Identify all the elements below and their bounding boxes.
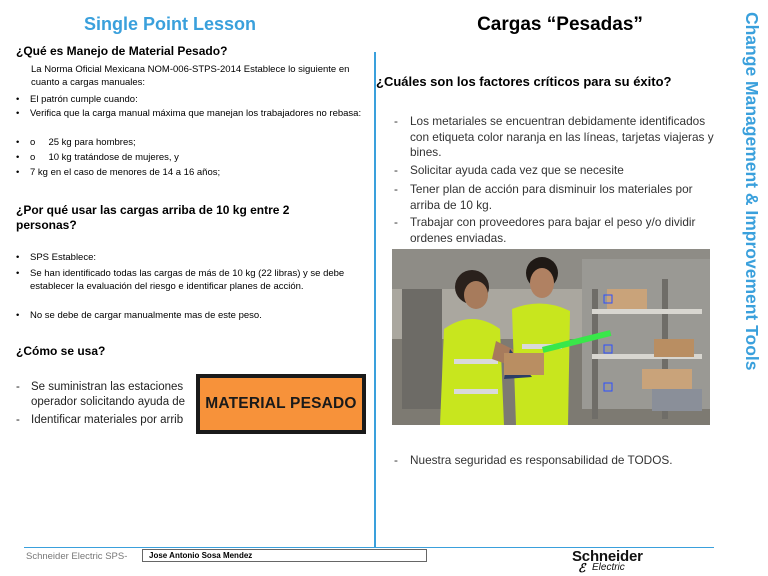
list-item: - Los metariales se encuentran debidamente identificados con etiqueta color naranja en las líneas, tarjetas viajeras y bines. [394, 114, 714, 159]
list-item: • 7 kg en el caso de menores de 14 a 16 años; [16, 167, 221, 178]
dash-icon: - [16, 414, 20, 426]
list-item: - Tener plan de acción para disminuir los materiales por arriba de 10 kg. [394, 182, 693, 212]
column-divider [374, 52, 376, 547]
list-item: - Se suministran las estaciones operador solicitando ayuda de [16, 381, 186, 408]
list-item: - Trabajar con proveedores para bajar el peso y/o dividir ordenes enviadas. [394, 215, 696, 245]
list-item: - Identificar materiales por arrib [16, 414, 184, 426]
material-pesado-label-image [196, 374, 366, 434]
list-item: • o 25 kg para hombres; [16, 137, 136, 148]
bullet-icon: • [16, 268, 20, 279]
bullet-icon: • [16, 94, 20, 105]
footer-company-text: Schneider Electric SPS- [26, 551, 128, 562]
workers-photo [392, 249, 710, 425]
bullet-icon: • [16, 152, 20, 163]
bullet-icon: • [16, 310, 20, 321]
logo-e-icon: ℰ [578, 561, 586, 575]
section1-heading: ¿Qué es Manejo de Material Pesado? [16, 44, 228, 58]
dash-icon: - [394, 114, 398, 128]
list-item: • Verifica que la carga manual máxima que manejan los trabajadores no rebasa: [16, 108, 362, 119]
section1-intro: La Norma Oficial Mexicana NOM-006-STPS-2014 Establece lo siguiente en cuanto a cargas manuales: [31, 64, 350, 88]
bullet-icon: • [16, 252, 20, 263]
section3-heading: ¿Cómo se usa? [16, 344, 106, 358]
dash-icon: - [394, 182, 398, 196]
workers-photo-illustration [392, 249, 710, 425]
critical-factors-heading: ¿Cuáles son los factores críticos para su éxito? [376, 74, 672, 89]
dash-icon: - [16, 381, 20, 393]
list-item: • SPS Establece: [16, 252, 97, 263]
bullet-icon: • [16, 167, 20, 178]
slide-title-right: Cargas “Pesadas” [477, 14, 643, 35]
dash-icon: - [394, 163, 398, 177]
section2-heading: ¿Por qué usar las cargas arriba de 10 kg entre 2 personas? [16, 203, 290, 232]
bullet-icon: • [16, 137, 20, 148]
bullet-icon: • [16, 108, 20, 119]
dash-icon: - [394, 453, 398, 467]
author-field: Jose Antonio Sosa Mendez [142, 549, 427, 562]
schneider-electric-logo [572, 548, 672, 574]
list-item: • El patrón cumple cuando: [16, 94, 138, 105]
vertical-banner: Change Management & Improvement Tools [742, 12, 762, 371]
list-item: • No se debe de cargar manualmente mas de este peso. [16, 310, 262, 321]
logo-sub: Electric [592, 562, 625, 573]
list-item: • Se han identificado todas las cargas de más de 10 kg (22 libras) y se debe establecer la evaluación del riesgo e identificar planes de acción. [16, 268, 345, 292]
list-item: • o 10 kg tratándose de mujeres, y [16, 152, 179, 163]
logo-name: Schneider [572, 548, 643, 565]
dash-icon: - [394, 215, 398, 229]
list-item: - Solicitar ayuda cada vez que se necesite [394, 163, 624, 177]
slide-title-left: Single Point Lesson [83, 14, 257, 34]
closing-statement: - Nuestra seguridad es responsabilidad de TODOS. [394, 453, 673, 467]
material-pesado-label-text: MATERIAL PESADO [200, 378, 362, 430]
